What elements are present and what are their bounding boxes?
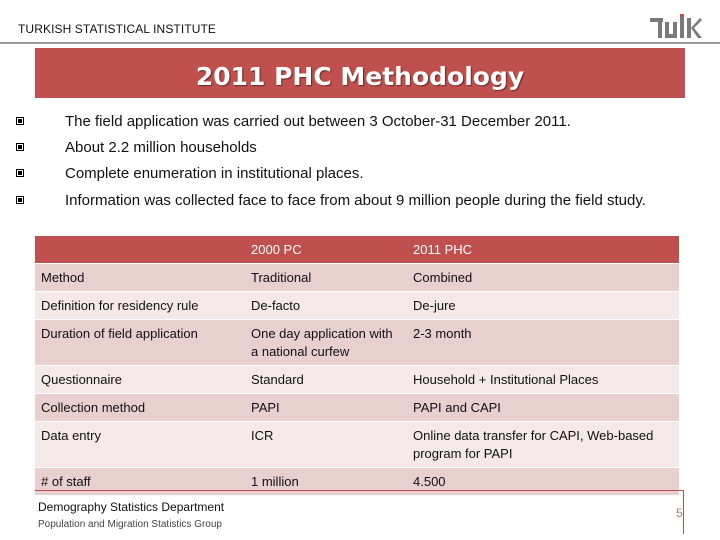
footer-divider [35, 490, 683, 491]
methodology-table [35, 236, 679, 495]
header-cell-2011: 2011 PHC [407, 236, 679, 264]
bullet-box-icon [16, 196, 24, 204]
title-banner [35, 48, 685, 98]
cell-2011: 4.500 [407, 468, 679, 496]
header-cell-2000: 2000 PC [245, 236, 407, 264]
cell-2000: Traditional [245, 264, 407, 292]
row-label: Method [35, 264, 245, 292]
tuik-logo-icon [650, 14, 702, 40]
row-label: Collection method [35, 394, 245, 422]
org-name: TURKISH STATISTICAL INSTITUTE [18, 22, 217, 36]
cell-2000: 1 million [245, 468, 407, 496]
list-item: Complete enumeration in institutional places. [12, 161, 702, 187]
cell-2000: ICR [245, 422, 407, 468]
footer-bracket [683, 490, 684, 534]
cell-2000: PAPI [245, 394, 407, 422]
row-label: # of staff [35, 468, 245, 496]
table-header-row [35, 236, 679, 264]
row-label: Definition for residency rule [35, 292, 245, 320]
bullet-box-icon [16, 169, 24, 177]
table-row [35, 366, 679, 394]
department-name: Demography Statistics Department [38, 500, 225, 514]
cell-2000: One day application with a national curfew [245, 320, 407, 366]
cell-2011: PAPI and CAPI [407, 394, 679, 422]
list-item: About 2.2 million households [12, 135, 702, 161]
cell-2011: 2-3 month [407, 320, 679, 366]
header-divider [0, 42, 720, 44]
row-label: Questionnaire [35, 366, 245, 394]
list-item: The field application was carried out between 3 October-31 December 2011. [12, 109, 702, 135]
table-row [35, 292, 679, 320]
list-item: Information was collected face to face from about 9 million people during the field study. [12, 187, 702, 210]
cell-2000: De-facto [245, 292, 407, 320]
table-row [35, 264, 679, 292]
row-label: Data entry [35, 422, 245, 468]
header-cell-empty [35, 236, 245, 264]
table-row [35, 394, 679, 422]
group-name: Population and Migration Statistics Group [38, 519, 222, 530]
bullet-box-icon [16, 117, 24, 125]
cell-2011: Online data transfer for CAPI, Web-based program for PAPI [407, 422, 679, 468]
cell-2011: Household + Institutional Places [407, 366, 679, 394]
table-row [35, 422, 679, 468]
cell-2011: Combined [407, 264, 679, 292]
bullet-list [12, 109, 702, 210]
cell-2011: De-jure [407, 292, 679, 320]
bullet-box-icon [16, 143, 24, 151]
table-row [35, 320, 679, 366]
row-label: Duration of field application [35, 320, 245, 366]
page-title: 2011 PHC Methodology [195, 61, 525, 91]
page-number: 5 [676, 506, 683, 520]
cell-2000: Standard [245, 366, 407, 394]
